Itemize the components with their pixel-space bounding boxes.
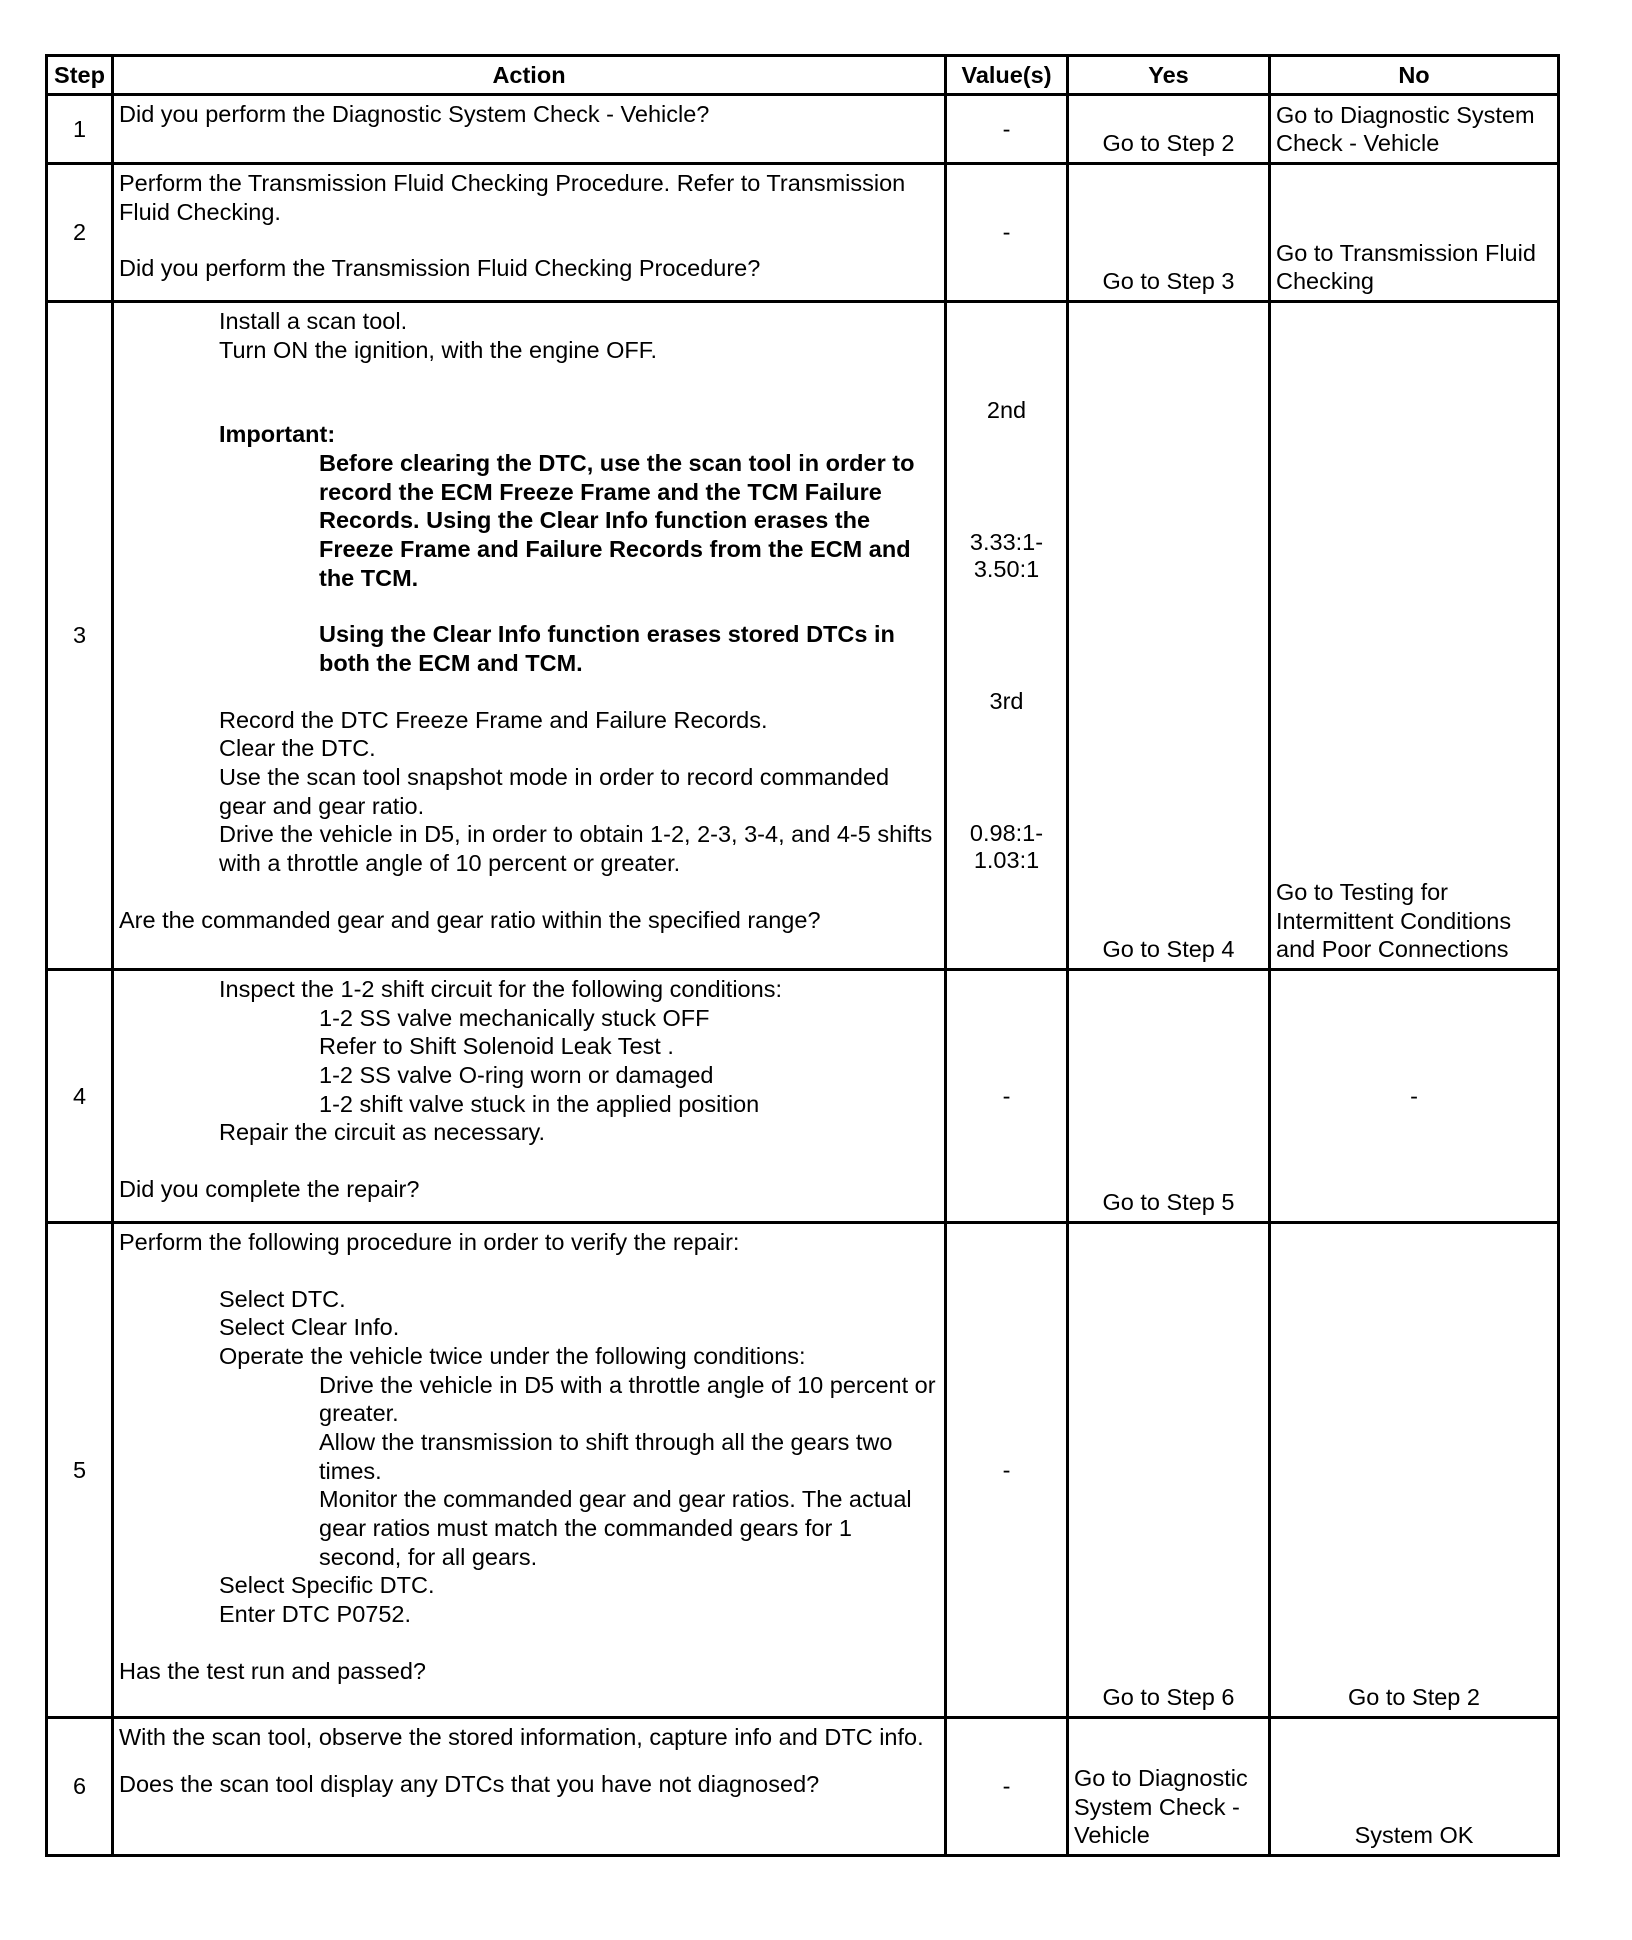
step-number: 2 [47,164,113,302]
instruction-text: Perform the following procedure in order to verify the repair: [119,1229,740,1255]
question-text: Did you complete the repair? [119,1175,420,1202]
ratio-value: 3.50:1 [973,555,1040,582]
value-cell [946,302,1068,970]
yes-cell: Go to Step 3 [1068,164,1270,302]
instruction-text: Install a scan tool. [219,308,408,334]
condition-item: 1-2 SS valve mechanically stuck OFF [319,1004,710,1031]
no-cell: Go to Transmission Fluid Checking [1270,164,1559,302]
instruction-text: Enter DTC P0752. [219,1600,412,1627]
yes-cell: Go to Diagnostic System Check - Vehicle [1068,1718,1270,1856]
action-cell [113,95,946,164]
table-row [47,164,1559,302]
no-cell: Go to Step 2 [1270,1223,1559,1718]
table-row [47,1223,1559,1718]
step-number: 5 [47,1223,113,1718]
condition-item: 1-2 SS valve O-ring worn or damaged [319,1061,714,1088]
instruction-text: Perform the Transmission Fluid Checking Procedure. Refer to Transmission Fluid Checking. [119,170,906,225]
instruction-text: Repair the circuit as necessary. [219,1119,546,1146]
action-cell [113,164,946,302]
no-cell: Go to Diagnostic System Check - Vehicle [1270,95,1559,164]
step-number: 3 [47,302,113,970]
gear-value: 3rd [989,688,1024,714]
header-no: No [1270,56,1559,95]
step-number: 1 [47,95,113,164]
table-row [47,95,1559,164]
action-cell [113,1223,946,1718]
instruction-text: Select Clear Info. [219,1314,400,1341]
action-cell [113,1718,946,1856]
ratio-value: 3.33:1- [969,528,1044,555]
condition-item: Allow the transmission to shift through all the gears two times. [319,1428,893,1484]
ratio-value: 1.03:1 [973,847,1040,874]
value-cell: - [946,970,1068,1223]
yes-cell: Go to Step 5 [1068,970,1270,1223]
instruction-text: Select DTC. [219,1285,346,1312]
question-text: Are the commanded gear and gear ratio within the specified range? [119,906,821,933]
condition-item: Monitor the commanded gear and gear ratios. The actual gear ratios must match the commanded gears for 1 second, for all gears. [319,1486,912,1570]
instruction-text: Turn ON the ignition, with the engine OFF. [219,336,658,363]
table-row [47,302,1559,970]
instruction-text: Drive the vehicle in D5, in order to obtain 1-2, 2-3, 3-4, and 4-5 shifts with a throttle angle of 10 percent or greater. [219,821,933,876]
yes-cell: Go to Step 2 [1068,95,1270,164]
step-number: 4 [47,970,113,1223]
no-cell: System OK [1270,1718,1559,1856]
action-cell [113,302,946,970]
value-cell: - [946,164,1068,302]
step-number: 6 [47,1718,113,1856]
question-text: Does the scan tool display any DTCs that you have not diagnosed? [119,1770,820,1797]
instruction-text: Operate the vehicle twice under the following conditions: [219,1342,806,1369]
condition-item: Drive the vehicle in D5 with a throttle angle of 10 percent or greater. [319,1371,936,1427]
important-note: Using the Clear Info function erases stored DTCs in both the ECM and TCM. [319,621,895,676]
question-text: Did you perform the Transmission Fluid Checking Procedure? [119,255,761,282]
instruction-text: Inspect the 1-2 shift circuit for the following conditions: [219,976,782,1002]
instruction-text: With the scan tool, observe the stored information, capture info and DTC info. [119,1724,924,1750]
instruction-text: Use the scan tool snapshot mode in order to record commanded gear and gear ratio. [219,763,890,819]
diagnostic-table [45,54,1560,1857]
header-yes: Yes [1068,56,1270,95]
condition-item: 1-2 shift valve stuck in the applied position [319,1090,760,1117]
instruction-text: Clear the DTC. [219,735,376,762]
table-row [47,970,1559,1223]
header-values: Value(s) [946,56,1068,95]
value-cell: - [946,1718,1068,1856]
question-text: Has the test run and passed? [119,1657,427,1684]
value-cell: - [946,1223,1068,1718]
value-cell: - [946,95,1068,164]
yes-cell: Go to Step 4 [1068,302,1270,970]
no-cell: - [1270,970,1559,1223]
ratio-value: 0.98:1- [969,820,1044,847]
yes-cell: Go to Step 6 [1068,1223,1270,1718]
important-note: Before clearing the DTC, use the scan tool in order to record the ECM Freeze Frame and the TCM Failure Records. Using the Clear Info function erases the Freeze Frame and Failure Records from the ECM and the TCM. [319,449,915,591]
gear-value: 2nd [986,396,1027,423]
question-text: Did you perform the Diagnostic System Check - Vehicle? [119,101,710,127]
important-label: Important: [219,421,336,448]
no-cell: Go to Testing for Intermittent Conditions and Poor Connections [1270,302,1559,970]
header-row [47,56,1559,95]
header-action: Action [113,56,946,95]
condition-item: Refer to Shift Solenoid Leak Test . [319,1033,674,1060]
action-cell [113,970,946,1223]
table-row [47,1718,1559,1856]
instruction-text: Record the DTC Freeze Frame and Failure Records. [219,706,768,733]
header-step: Step [47,56,113,95]
instruction-text: Select Specific DTC. [219,1572,435,1599]
